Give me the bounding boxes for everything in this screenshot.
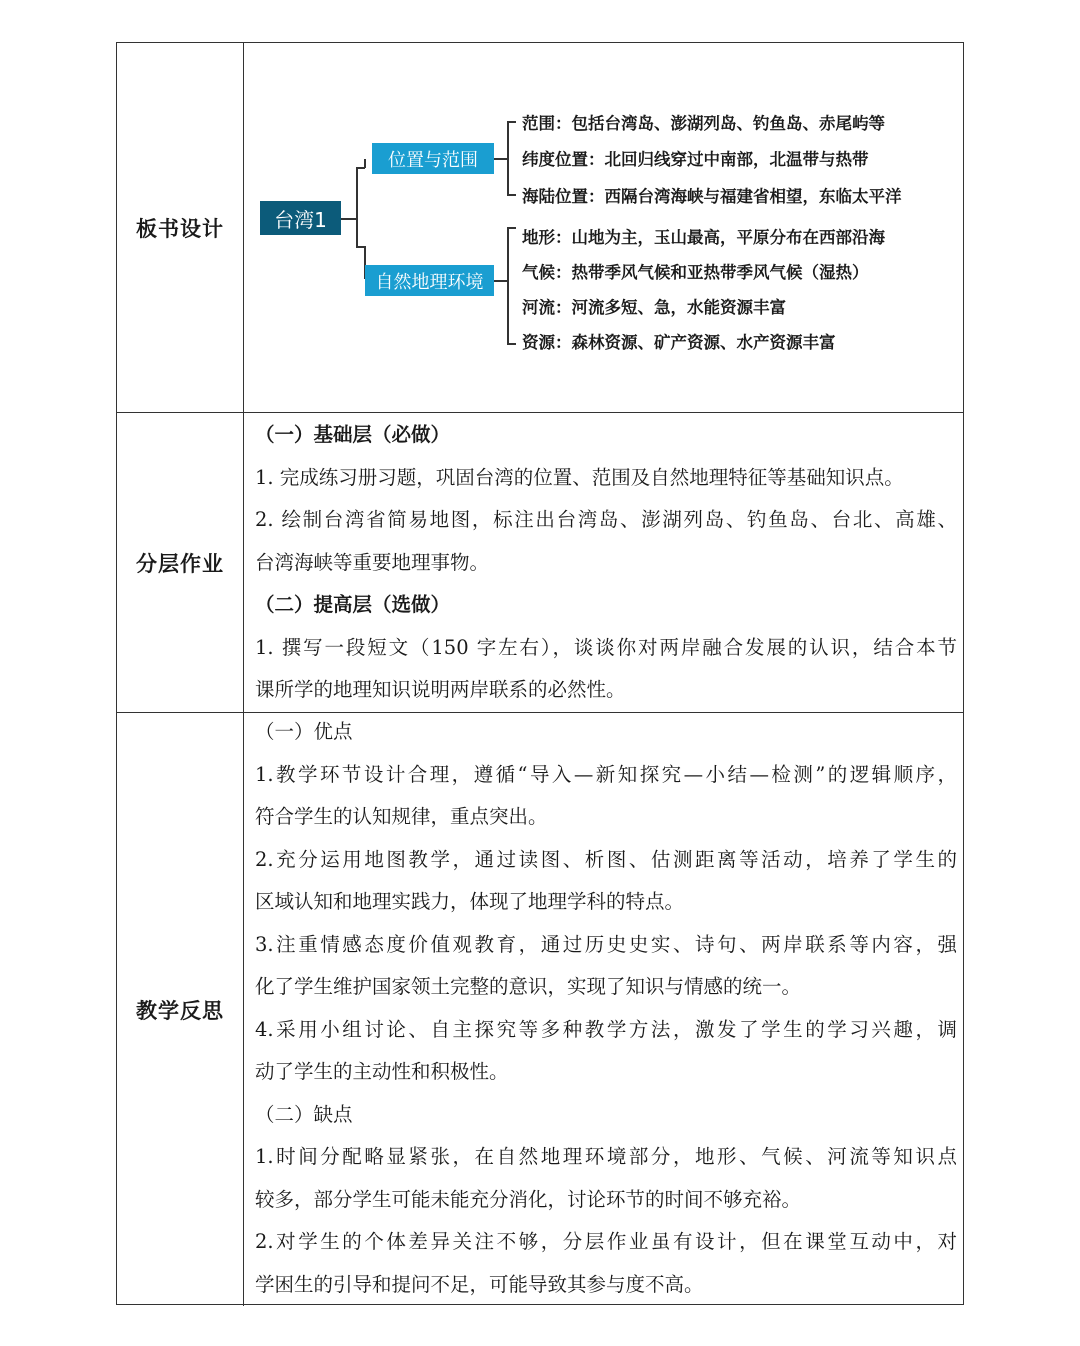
homework-line: 台湾海峡等重要地理事物。 — [255, 550, 490, 574]
homework-line: 2. 绘制台湾省简易地图，标注出台湾岛、澎湖列岛、钓鱼岛、台北、高雄、 — [255, 508, 957, 531]
homework-line: 1. 完成练习册习题，巩固台湾的位置、范围及自然地理特征等基础知识点。 — [255, 465, 904, 489]
lesson-table — [116, 42, 964, 1305]
homework-label: 分层作业 — [117, 413, 244, 712]
reflection-line: 3.注重情感态度价值观教育，通过历史史实、诗句、两岸联系等内容，强 — [255, 932, 957, 956]
reflection-line: 2.充分运用地图教学，通过读图、析图、估测距离等活动，培养了学生的 — [255, 847, 957, 871]
board-design-row — [117, 43, 963, 412]
reflection-section-weaknesses: （二）缺点 — [255, 1102, 353, 1126]
leaf-item: 范围：包括台湾岛、澎湖列岛、钓鱼岛、赤尾屿等 — [522, 114, 885, 133]
mind-map-root: 台湾1 — [260, 201, 341, 235]
connector-line — [356, 167, 358, 247]
connector-line — [507, 194, 516, 196]
reflection-line: 2.对学生的个体差异关注不够，分层作业虽有设计，但在课堂互动中，对 — [255, 1230, 957, 1253]
connector-line — [507, 121, 509, 195]
homework-row — [117, 412, 963, 712]
connector-line — [494, 280, 507, 282]
reflection-line: 学困生的引导和提问不足，可能导致其参与度不高。 — [255, 1272, 704, 1296]
reflection-line: 较多，部分学生可能未能充分消化，讨论环节的时间不够充裕。 — [255, 1187, 802, 1211]
homework-section-basic: （一）基础层（必做） — [255, 423, 451, 446]
homework-line: 1. 撰写一段短文（150 字左右），谈谈你对两岸融合发展的认识，结合本节 — [255, 635, 957, 659]
homework-section-advanced: （二）提高层（选做） — [255, 593, 451, 616]
mind-map — [244, 43, 964, 411]
connector-line — [507, 227, 516, 229]
leaf-item: 气候：热带季风气候和亚热带季风气候（湿热） — [522, 263, 869, 282]
reflection-line: 符合学生的认知规律，重点突出。 — [255, 805, 548, 828]
reflection-line: 化了学生维护国家领土完整的意识，实现了知识与情感的统一。 — [255, 975, 802, 998]
connector-line — [507, 227, 509, 344]
connector-line — [507, 343, 516, 345]
reflection-line: 区域认知和地理实践力，体现了地理学科的特点。 — [255, 890, 685, 913]
reflection-section-strengths: （一）优点 — [255, 720, 353, 743]
leaf-item: 纬度位置：北回归线穿过中南部，北温带与热带 — [522, 150, 869, 169]
branch-natural-environment: 自然地理环境 — [365, 265, 494, 296]
reflection-line: 动了学生的主动性和积极性。 — [255, 1060, 509, 1083]
reflection-content — [255, 711, 957, 1306]
connector-line — [341, 218, 356, 220]
connector-line — [494, 158, 507, 160]
homework-line: 课所学的地理知识说明两岸联系的必然性。 — [255, 678, 626, 701]
leaf-item: 河流：河流多短、急，水能资源丰富 — [522, 298, 786, 317]
reflection-line: 1.教学环节设计合理，遵循“导入—新知探究—小结—检测”的逻辑顺序， — [255, 762, 957, 786]
reflection-line: 1.时间分配略显紧张，在自然地理环境部分，地形、气候、河流等知识点 — [255, 1145, 957, 1168]
leaf-item: 资源：森林资源、矿产资源、水产资源丰富 — [522, 333, 836, 352]
leaf-item: 海陆位置：西隔台湾海峡与福建省相望，东临太平洋 — [522, 187, 902, 206]
branch-location-range: 位置与范围 — [372, 143, 494, 174]
board-design-label: 板书设计 — [117, 43, 244, 412]
connector-line — [364, 159, 366, 168]
homework-content — [255, 414, 957, 712]
reflection-label: 教学反思 — [117, 713, 244, 1306]
leaf-item: 地形：山地为主，玉山最高，平原分布在西部沿海 — [522, 228, 885, 247]
connector-line — [507, 121, 516, 123]
reflection-row — [117, 712, 963, 1306]
reflection-line: 4.采用小组讨论、自主探究等多种教学方法，激发了学生的学习兴趣，调 — [255, 1017, 957, 1041]
